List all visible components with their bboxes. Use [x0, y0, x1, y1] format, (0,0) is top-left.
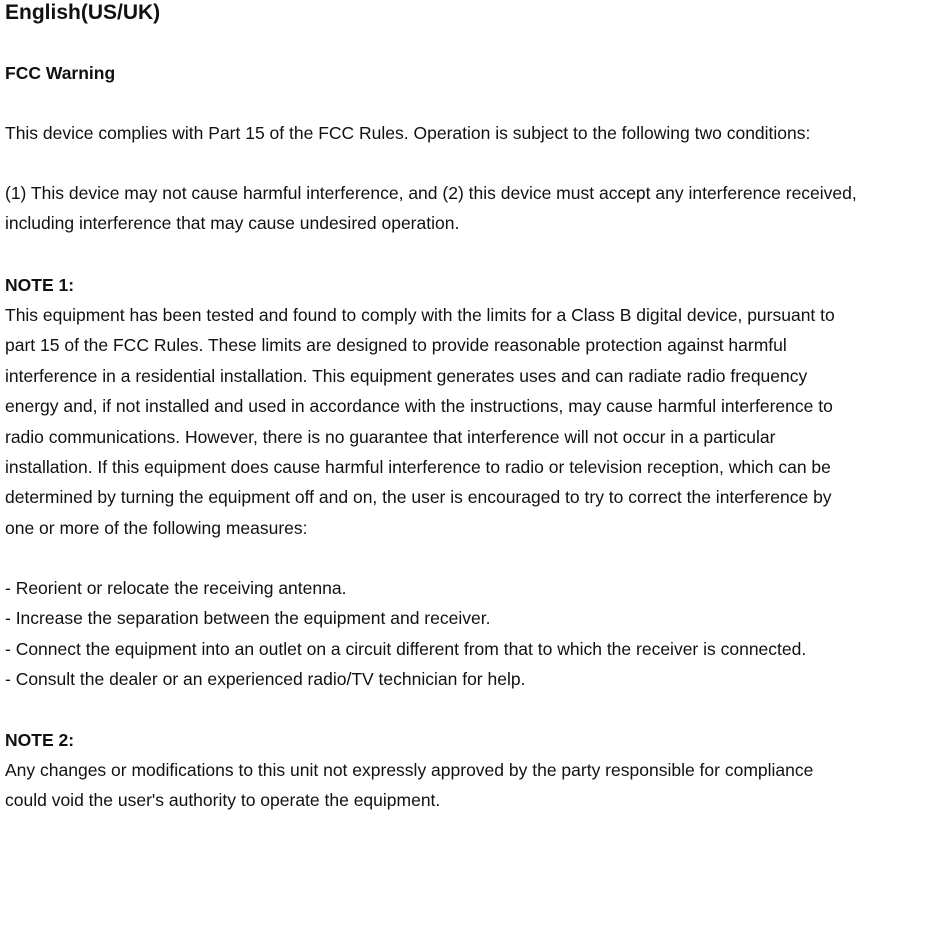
compliance-statement — [5, 118, 949, 148]
compliance-statement-line: This device complies with Part 15 of the FCC Rules. Operation is subject to the following two conditions: — [5, 123, 811, 143]
conditions-paragraph — [5, 178, 949, 239]
fcc-warning-heading: FCC Warning — [5, 63, 116, 83]
measure-item: - Increase the separation between the equipment and receiver. — [5, 608, 491, 629]
conditions-line-2: including interference that may cause undesired operation. — [5, 213, 460, 234]
note-1-line: determined by turning the equipment off and on, the user is encouraged to try to correct the interference by — [5, 487, 832, 508]
note-1-line: energy and, if not installed and used in accordance with the instructions, may cause harmful interference to — [5, 396, 833, 417]
conditions-line-1: (1) This device may not cause harmful interference, and (2) this device must accept any interference received, — [5, 183, 857, 203]
page-title: English(US/UK) — [5, 1, 161, 24]
note-1-line: interference in a residential installation. This equipment generates uses and can radiate radio frequency — [5, 365, 808, 386]
note-1-line: radio communications. However, there is no guarantee that interference will not occur in a particular — [5, 426, 776, 447]
note-2-line: Any changes or modifications to this unit not expressly approved by the party responsible for compliance — [5, 760, 814, 780]
note-2-paragraph — [5, 755, 949, 816]
note-1-line: part 15 of the FCC Rules. These limits are designed to provide reasonable protection against harmful — [5, 335, 787, 356]
note-1-line: This equipment has been tested and found to comply with the limits for a Class B digital device, pursuant to — [5, 305, 835, 325]
note-1-line: installation. If this equipment does cause harmful interference to radio or television reception, which can be — [5, 457, 831, 478]
note-1-heading: NOTE 1: — [5, 275, 75, 295]
measure-item: - Consult the dealer or an experienced radio/TV technician for help. — [5, 669, 526, 690]
measures-list — [5, 573, 806, 695]
note-2-heading: NOTE 2: — [5, 730, 75, 750]
note-1-line: one or more of the following measures: — [5, 517, 308, 538]
measure-item: - Connect the equipment into an outlet on a circuit different from that to which the receiver is connected. — [5, 638, 807, 659]
measure-item: - Reorient or relocate the receiving antenna. — [5, 578, 347, 598]
note-2-line: could void the user's authority to operate the equipment. — [5, 790, 441, 811]
note-1-paragraph — [5, 300, 949, 543]
